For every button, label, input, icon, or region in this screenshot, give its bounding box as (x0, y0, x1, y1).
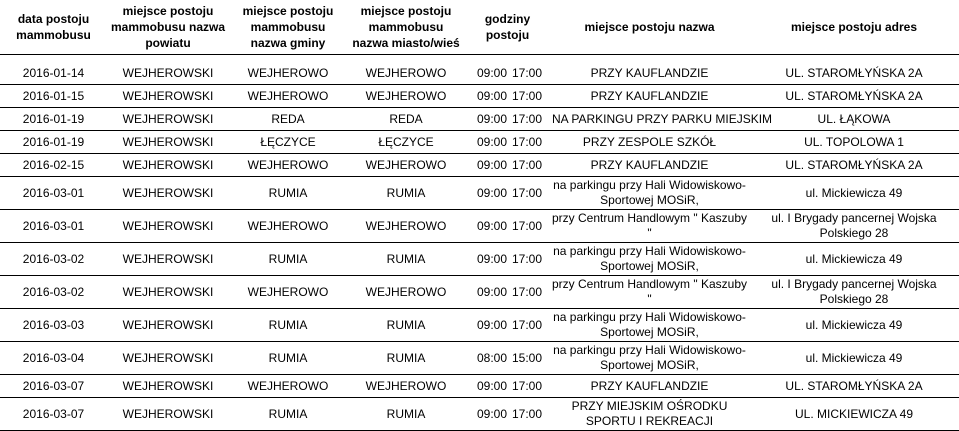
location-address-cell: ul. Mickiewicza 49 (749, 342, 959, 375)
table-row (0, 108, 959, 131)
gmina-cell: WEJHEROWO (229, 154, 347, 177)
start-time-cell: 08:00 (465, 342, 510, 375)
end-time-cell: 17:00 (510, 398, 550, 431)
powiat-cell: WEJHEROWSKI (107, 177, 229, 210)
location-address-cell: ul. I Brygady pancernej Wojska Polskiego 28 (749, 210, 959, 243)
location-name-cell: przy Centrum Handlowym " Kaszuby " (550, 276, 749, 309)
miasto-cell: RUMIA (347, 309, 465, 342)
end-time-cell: 17:00 (510, 276, 550, 309)
gmina-cell: RUMIA (229, 342, 347, 375)
miasto-cell: WEJHEROWO (347, 62, 465, 85)
table-row (0, 398, 959, 431)
end-time-cell: 17:00 (510, 131, 550, 154)
table-row (0, 210, 959, 243)
location-name-cell: NA PARKINGU PRZY PARKU MIEJSKIM (550, 108, 749, 131)
table-body (0, 55, 959, 431)
header-powiat: miejsce postoju mammobusu nazwa powiatu (107, 0, 229, 55)
location-name-cell: przy Centrum Handlowym " Kaszuby " (550, 210, 749, 243)
date-cell: 2016-03-01 (0, 210, 107, 243)
miasto-cell: WEJHEROWO (347, 154, 465, 177)
location-name-cell: na parkingu przy Hali Widowiskowo-Sportowej MOSiR, (550, 177, 749, 210)
gmina-cell: WEJHEROWO (229, 375, 347, 398)
miasto-cell: WEJHEROWO (347, 85, 465, 108)
header-location-name: miejsce postoju nazwa (550, 0, 749, 55)
miasto-cell: REDA (347, 108, 465, 131)
gmina-cell: ŁĘCZYCE (229, 131, 347, 154)
powiat-cell: WEJHEROWSKI (107, 375, 229, 398)
gmina-cell: WEJHEROWO (229, 62, 347, 85)
start-time-cell: 09:00 (465, 62, 510, 85)
location-address-cell: ul. Mickiewicza 49 (749, 177, 959, 210)
end-time-cell: 17:00 (510, 108, 550, 131)
location-address-cell: UL. STAROMŁYŃSKA 2A (749, 375, 959, 398)
end-time-cell: 17:00 (510, 210, 550, 243)
end-time-cell: 17:00 (510, 243, 550, 276)
start-time-cell: 09:00 (465, 154, 510, 177)
date-cell: 2016-03-03 (0, 309, 107, 342)
powiat-cell: WEJHEROWSKI (107, 62, 229, 85)
powiat-cell: WEJHEROWSKI (107, 309, 229, 342)
start-time-cell: 09:00 (465, 108, 510, 131)
gmina-cell: RUMIA (229, 177, 347, 210)
end-time-cell: 15:00 (510, 342, 550, 375)
date-cell: 2016-03-02 (0, 276, 107, 309)
gmina-cell: RUMIA (229, 309, 347, 342)
header-hours: godziny postoju (465, 0, 550, 55)
start-time-cell: 09:00 (465, 177, 510, 210)
end-time-cell: 17:00 (510, 375, 550, 398)
powiat-cell: WEJHEROWSKI (107, 210, 229, 243)
location-name-cell: PRZY ZESPOLE SZKÓŁ (550, 131, 749, 154)
powiat-cell: WEJHEROWSKI (107, 276, 229, 309)
date-cell: 2016-03-04 (0, 342, 107, 375)
start-time-cell: 09:00 (465, 309, 510, 342)
location-name-cell: na parkingu przy Hali Widowiskowo-Sportowej MOSiR, (550, 342, 749, 375)
powiat-cell: WEJHEROWSKI (107, 243, 229, 276)
powiat-cell: WEJHEROWSKI (107, 398, 229, 431)
table-row (0, 154, 959, 177)
location-name-cell: PRZY KAUFLANDZIE (550, 154, 749, 177)
miasto-cell: RUMIA (347, 398, 465, 431)
table-row (0, 276, 959, 309)
location-name-cell: PRZY KAUFLANDZIE (550, 375, 749, 398)
miasto-cell: RUMIA (347, 342, 465, 375)
date-cell: 2016-01-14 (0, 62, 107, 85)
table-row (0, 243, 959, 276)
date-cell: 2016-03-01 (0, 177, 107, 210)
gmina-cell: WEJHEROWO (229, 210, 347, 243)
end-time-cell: 17:00 (510, 309, 550, 342)
end-time-cell: 17:00 (510, 177, 550, 210)
powiat-cell: WEJHEROWSKI (107, 85, 229, 108)
end-time-cell: 17:00 (510, 85, 550, 108)
date-cell: 2016-03-07 (0, 398, 107, 431)
location-name-cell: PRZY KAUFLANDZIE (550, 85, 749, 108)
powiat-cell: WEJHEROWSKI (107, 108, 229, 131)
gmina-cell: REDA (229, 108, 347, 131)
location-name-cell: PRZY MIEJSKIM OŚRODKU SPORTU I REKREACJI (550, 398, 749, 431)
start-time-cell: 09:00 (465, 85, 510, 108)
miasto-cell: WEJHEROWO (347, 210, 465, 243)
table-row (0, 342, 959, 375)
miasto-cell: RUMIA (347, 177, 465, 210)
miasto-cell: WEJHEROWO (347, 375, 465, 398)
powiat-cell: WEJHEROWSKI (107, 342, 229, 375)
location-address-cell: UL. STAROMŁYŃSKA 2A (749, 85, 959, 108)
start-time-cell: 09:00 (465, 131, 510, 154)
miasto-cell: RUMIA (347, 243, 465, 276)
table-row (0, 309, 959, 342)
table-row (0, 62, 959, 85)
location-address-cell: UL. ŁĄKOWA (749, 108, 959, 131)
end-time-cell: 17:00 (510, 154, 550, 177)
table-row (0, 85, 959, 108)
start-time-cell: 09:00 (465, 375, 510, 398)
table-row (0, 375, 959, 398)
start-time-cell: 09:00 (465, 276, 510, 309)
gmina-cell: RUMIA (229, 243, 347, 276)
header-gmina: miejsce postoju mammobusu nazwa gminy (229, 0, 347, 55)
location-name-cell: na parkingu przy Hali Widowiskowo-Sportowej MOSiR, (550, 309, 749, 342)
date-cell: 2016-01-15 (0, 85, 107, 108)
start-time-cell: 09:00 (465, 210, 510, 243)
miasto-cell: WEJHEROWO (347, 276, 465, 309)
header-date: data postoju mammobusu (0, 0, 107, 55)
table-row (0, 131, 959, 154)
date-cell: 2016-03-02 (0, 243, 107, 276)
location-name-cell: na parkingu przy Hali Widowiskowo-Sportowej MOSiR, (550, 243, 749, 276)
location-name-cell: PRZY KAUFLANDZIE (550, 62, 749, 85)
miasto-cell: ŁĘCZYCE (347, 131, 465, 154)
start-time-cell: 09:00 (465, 243, 510, 276)
location-address-cell: UL. STAROMŁYŃSKA 2A (749, 154, 959, 177)
date-cell: 2016-01-19 (0, 108, 107, 131)
start-time-cell: 09:00 (465, 398, 510, 431)
table-row (0, 177, 959, 210)
powiat-cell: WEJHEROWSKI (107, 154, 229, 177)
header-miasto: miejsce postoju mammobusu nazwa miasto/wieś (347, 0, 465, 55)
gmina-cell: RUMIA (229, 398, 347, 431)
gmina-cell: WEJHEROWO (229, 85, 347, 108)
date-cell: 2016-03-07 (0, 375, 107, 398)
date-cell: 2016-01-19 (0, 131, 107, 154)
location-address-cell: UL. TOPOLOWA 1 (749, 131, 959, 154)
date-cell: 2016-02-15 (0, 154, 107, 177)
header-row (0, 0, 959, 55)
header-location-address: miejsce postoju adres (749, 0, 959, 55)
end-time-cell: 17:00 (510, 62, 550, 85)
location-address-cell: ul. Mickiewicza 49 (749, 243, 959, 276)
location-address-cell: ul. I Brygady pancernej Wojska Polskiego 28 (749, 276, 959, 309)
powiat-cell: WEJHEROWSKI (107, 131, 229, 154)
location-address-cell: ul. Mickiewicza 49 (749, 309, 959, 342)
location-address-cell: UL. MICKIEWICZA 49 (749, 398, 959, 431)
location-address-cell: UL. STAROMŁYŃSKA 2A (749, 62, 959, 85)
gmina-cell: WEJHEROWO (229, 276, 347, 309)
